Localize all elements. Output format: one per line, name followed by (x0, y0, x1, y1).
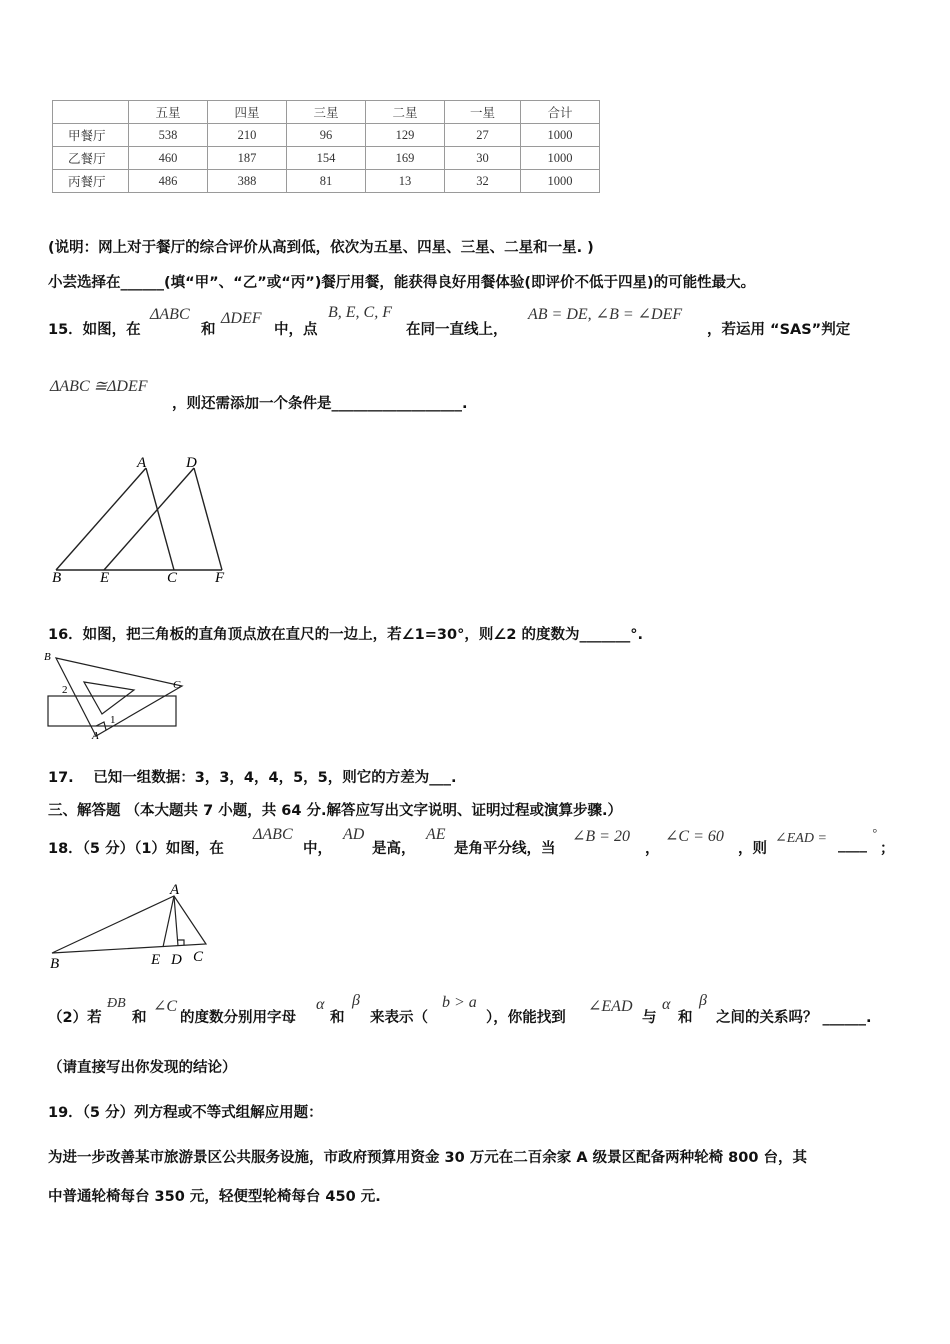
q18-text-4: 是角平分线，当 (454, 841, 556, 857)
q18-2-math-2: ∠C (153, 998, 178, 1015)
q17-question-text: 17. 已知一组数据：3，3，4，4，5，5，则它的方差为___. (48, 770, 457, 786)
triangle-abc (52, 896, 206, 953)
q18-triangle-figure (40, 878, 220, 970)
q15-math-1: ΔABC (150, 306, 190, 323)
q18-2-math-1: ÐB (107, 996, 126, 1011)
q15-text-6: ，则还需添加一个条件是__________________. (172, 396, 468, 412)
q18-2-text-8: 和 (678, 1010, 693, 1026)
point-label-d: D (171, 952, 182, 968)
q18-answer-blank: ____ (838, 837, 867, 853)
table-row (53, 147, 600, 170)
point-label-a: A (170, 882, 180, 898)
point-label-c: C (193, 949, 204, 965)
q18-2-math-8: β (699, 992, 707, 1009)
q15-triangle-figure (40, 450, 240, 590)
segment-ad (174, 896, 178, 946)
table-row (53, 170, 600, 193)
point-label-d: D (186, 455, 197, 471)
table-cell: 丙餐厅 (53, 170, 129, 193)
q18-math-6: ∠EAD = (775, 831, 827, 846)
q18-2-text-5: 来表示（ (370, 1010, 428, 1026)
point-label-f: F (215, 570, 225, 586)
q15-text-4: 在同一直线上， (406, 322, 508, 338)
q18-text-3: 是高， (372, 841, 416, 857)
table-cell: 96 (287, 124, 366, 147)
q18-math-5: ∠C = 60 (665, 828, 724, 845)
table-cell: 388 (208, 170, 287, 193)
q18-text-6: ，则 (738, 841, 767, 857)
table-cell: 32 (445, 170, 521, 193)
point-label-b: B (50, 956, 60, 970)
table-header-cell: 四星 (208, 101, 287, 124)
q18-math-4: ∠B = 20 (572, 828, 630, 845)
table-note: (说明：网上对于餐厅的综合评价从高到低，依次为五星、四星、三星、二星和一星. ) (48, 240, 594, 256)
q18-2-math-5: b > a (442, 994, 477, 1011)
q18-2-text-6: ），你能找到 (486, 1010, 566, 1026)
q18-2-text-7: 与 (642, 1010, 657, 1026)
q18-2-math-7: α (662, 996, 671, 1013)
table-cell: 甲餐厅 (53, 124, 129, 147)
q18-2-text-3: 的度数分别用字母 (180, 1010, 296, 1026)
segment-ed (104, 468, 194, 570)
q16-question-text: 16．如图，把三角板的直角顶点放在直尺的一边上，若∠1=30°，则∠2 的度数为_______°. (48, 627, 643, 643)
segment-ac (146, 468, 174, 570)
table-cell: 1000 (521, 124, 600, 147)
right-angle-mark (178, 940, 184, 945)
q18-degree-sign: ° (872, 826, 877, 840)
segment-df (194, 468, 222, 570)
q18-2-text-4: 和 (330, 1010, 345, 1026)
q15-math-2: ΔDEF (221, 310, 262, 327)
table-cell: 13 (366, 170, 445, 193)
point-label-c: C (173, 679, 181, 691)
q15-text-2: 和 (201, 322, 216, 338)
set-square-outer (56, 658, 182, 736)
q14-question-text: 小芸选择在______(填“甲”、“乙”或“丙”)餐厅用餐，能获得良好用餐体验(即评价不低于四星)的可能性最大。 (48, 275, 756, 291)
table-cell: 538 (129, 124, 208, 147)
table-cell: 30 (445, 147, 521, 170)
q19-line-2: 中普通轮椅每台 350 元，轻便型轮椅每台 450 元. (48, 1189, 381, 1205)
q18-2-math-6: ∠EAD (588, 998, 633, 1015)
q18-2-note: （请直接写出你发现的结论） (48, 1060, 237, 1076)
segment-ab (56, 468, 146, 570)
table-cell: 1000 (521, 147, 600, 170)
table-cell: 乙餐厅 (53, 147, 129, 170)
table-cell: 1000 (521, 170, 600, 193)
table-cell: 27 (445, 124, 521, 147)
angle-label-2: 2 (62, 684, 68, 696)
q18-text-2: 中， (303, 841, 332, 857)
q15-math-5: ΔABC ≅ΔDEF (50, 378, 148, 395)
table-cell: 129 (366, 124, 445, 147)
q18-math-2: AD (343, 826, 365, 843)
q18-2-math-3: α (316, 996, 325, 1013)
table-header-cell (53, 101, 129, 124)
rating-table (52, 100, 600, 193)
q15-text-5: ，若运用 “SAS”判定 (707, 322, 851, 338)
q18-math-1: ΔABC (253, 826, 293, 843)
q18-text-1: 18．（5 分）（1）如图，在 (48, 841, 224, 857)
q16-ruler-triangle-figure (40, 650, 190, 742)
point-label-a: A (137, 455, 147, 471)
q19-line-1: 为进一步改善某市旅游景区公共服务设施，市政府预算用资金 30 万元在二百余家 A 级景区配备两种轮椅 800 台，其 (48, 1150, 807, 1166)
point-label-b: B (52, 570, 62, 586)
point-label-c: C (167, 570, 178, 586)
section-3-heading: 三、解答题 （本大题共 7 小题，共 64 分.解答应写出文字说明、证明过程或演算步骤.） (48, 803, 623, 819)
point-label-e: E (151, 952, 161, 968)
table-header-cell: 一星 (445, 101, 521, 124)
set-square-inner (84, 682, 134, 714)
point-label-a: A (92, 730, 99, 742)
table-cell: 460 (129, 147, 208, 170)
q18-2-text-1: （2）若 (48, 1010, 102, 1026)
table-cell: 187 (208, 147, 287, 170)
q18-2-math-4: β (352, 992, 360, 1009)
table-row (53, 124, 600, 147)
table-cell: 169 (366, 147, 445, 170)
q15-math-3: B, E, C, F (328, 304, 392, 321)
table-header-row (53, 101, 600, 124)
q18-text-8: ； (880, 841, 895, 857)
angle-label-1: 1 (110, 714, 116, 726)
table-header-cell: 二星 (366, 101, 445, 124)
q18-math-3: AE (426, 826, 446, 843)
table-header-cell: 三星 (287, 101, 366, 124)
table-cell: 210 (208, 124, 287, 147)
point-label-b: B (44, 651, 51, 663)
table-cell: 81 (287, 170, 366, 193)
q15-text-1: 15．如图，在 (48, 322, 141, 338)
q19-title: 19．（5 分）列方程或不等式组解应用题： (48, 1105, 323, 1121)
q15-math-4: AB = DE, ∠B = ∠DEF (528, 306, 683, 323)
q18-text-5: ， (645, 841, 660, 857)
table-header-cell: 五星 (129, 101, 208, 124)
point-label-e: E (100, 570, 110, 586)
q18-2-text-2: 和 (132, 1010, 147, 1026)
segment-ae (163, 896, 174, 947)
table-cell: 486 (129, 170, 208, 193)
table-header-cell: 合计 (521, 101, 600, 124)
q18-2-text-9: 之间的关系吗？ ______. (716, 1010, 872, 1026)
table-cell: 154 (287, 147, 366, 170)
q15-text-3: 中，点 (274, 322, 318, 338)
